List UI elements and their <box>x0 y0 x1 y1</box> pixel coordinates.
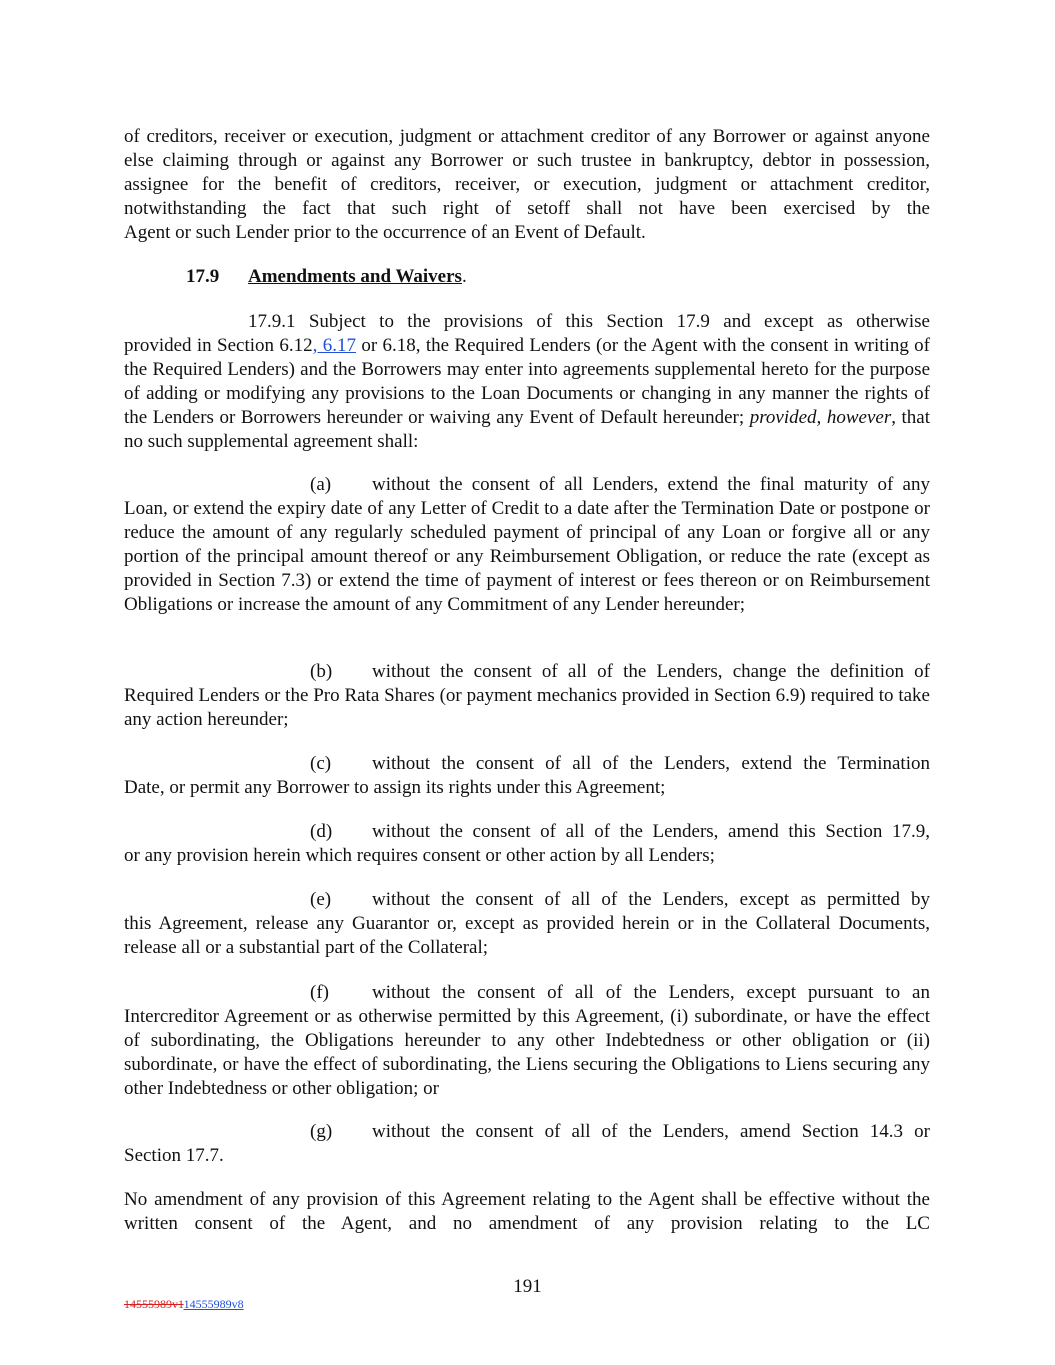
clause-g <box>124 1120 930 1168</box>
clause-text: without the consent of all Lenders, extend the final maturity of any <box>372 474 930 495</box>
clause-body: Loan, or extend the expiry date of any Letter of Credit to a date after the Termination Date or postpone or reduce the amount of any regularly scheduled payment of principal of any Loan or forgive all or any portion of the principal amount thereof or any Reimbursement Obligation, or reduce the rate (except as provided in Section 7.3) or extend the time of payment of interest or fees thereon or on Reimbursement Obligations or increase the amount of any Commitment of any Lender hereunder; <box>124 498 930 615</box>
clause-f <box>124 981 930 1101</box>
subsection-text: , that no such supplemental agreement shall: <box>124 407 931 452</box>
clause-body: Date, or permit any Borrower to assign its rights under this Agreement; <box>124 777 666 798</box>
clause-marker: (f) <box>310 982 329 1003</box>
section-number: 17.9 <box>186 266 220 287</box>
subsection-17-9-1 <box>124 310 930 454</box>
inserted-document-id[interactable]: 14555989v8 <box>183 1297 244 1311</box>
clause-text: without the consent of all of the Lenders, except pursuant to an <box>372 982 930 1003</box>
proviso-italic: provided, however <box>749 407 892 428</box>
clause-body: or any provision herein which requires consent or other action by all Lenders; <box>124 845 715 866</box>
clause-text: without the consent of all of the Lenders, extend the Termination <box>372 753 930 774</box>
clause-text: without the consent of all of the Lenders, except as permitted by <box>372 889 930 910</box>
document-id <box>124 1297 244 1311</box>
closing-paragraph: No amendment of any provision of this Agreement relating to the Agent shall be effective without the written consent of the Agent, and no amendment of any provision relating to the LC <box>124 1189 930 1234</box>
clause-first-line <box>124 820 930 844</box>
section-title: Amendments and Waivers <box>248 266 462 287</box>
subsection-body <box>124 334 930 454</box>
text-line: of creditors, receiver or execution, judgment or attachment creditor of any Borrower or against <box>124 126 869 147</box>
clause-a <box>124 473 930 617</box>
clause-text: without the consent of all of the Lenders, change the definition of <box>372 661 930 682</box>
subsection-text: provided in Section 6.12 <box>124 335 313 356</box>
text-line: anyone else claiming through or against any Borrower or such trustee in bankruptcy, debtor in <box>124 126 930 171</box>
clause-e <box>124 888 930 960</box>
clause-first-line <box>124 752 930 776</box>
clause-body: Required Lenders or the Pro Rata Shares (or payment mechanics provided in Section 6.9) required to take any action hereunder; <box>124 685 930 730</box>
clause-c <box>124 752 930 800</box>
clause-b <box>124 660 930 732</box>
clause-body: this Agreement, release any Guarantor or, except as provided herein or in the Collateral Documents, release all or a substantial part of the Collateral; <box>124 913 930 958</box>
clause-first-line <box>124 473 930 497</box>
clause-marker: (d) <box>310 821 333 842</box>
clause-d <box>124 820 930 868</box>
section-heading <box>186 265 467 289</box>
clause-marker: (b) <box>310 661 333 682</box>
deleted-document-id: 14555989v1 <box>124 1297 184 1311</box>
clause-text: without the consent of all of the Lenders, amend Section 14.3 or <box>372 1121 930 1142</box>
text-line: Agent or such Lender prior to the occurrence of an Event of Default. <box>124 222 646 243</box>
clause-body: Intercreditor Agreement or as otherwise permitted by this Agreement, (i) subordinate, or have the effect of subordinating, the Obligations hereunder to any other Indebtedness or other obligation or (ii) subordinate, or have the effect of subordinating, the Liens securing the Obligations to Liens securing any other Indebtedness or other obligation; or <box>124 1006 930 1099</box>
clause-marker: (e) <box>310 889 332 910</box>
clause-marker: (a) <box>310 474 332 495</box>
clause-first-line <box>124 981 930 1005</box>
subsection-first-line: 17.9.1 Subject to the provisions of this Section 17.9 and except as otherwise <box>248 311 930 332</box>
text-line: creditor, notwithstanding the fact that such right of setoff shall not have been exercised by the <box>124 174 930 219</box>
page-number: 191 <box>513 1276 542 1297</box>
subsection-text: or 6.18, the Required Lenders (or the Agent with the consent in writing of the Required Lenders) and the Borrowers may enter into agreements supplemental hereto for the purpose of adding or modifying any provisions to the Loan Documents or changing in any manner the rights of the Lenders or Borrowers hereunder or waiving any Event of Default hereunder; <box>124 335 931 428</box>
clause-marker: (c) <box>310 753 332 774</box>
clause-first-line <box>124 888 930 912</box>
clause-text: without the consent of all of the Lenders, amend this Section 17.9, <box>372 821 930 842</box>
inserted-section-reference[interactable]: , 6.17 <box>312 335 356 356</box>
clause-first-line <box>124 660 930 684</box>
clause-first-line <box>124 1120 930 1144</box>
paragraph-setoff-continuation <box>124 125 930 245</box>
text-line: possession, assignee for the benefit of creditors, receiver, or execution, judgment or attachment <box>124 150 930 195</box>
clause-body: Section 17.7. <box>124 1145 224 1166</box>
clause-marker: (g) <box>310 1121 333 1142</box>
heading-period: . <box>461 266 467 287</box>
